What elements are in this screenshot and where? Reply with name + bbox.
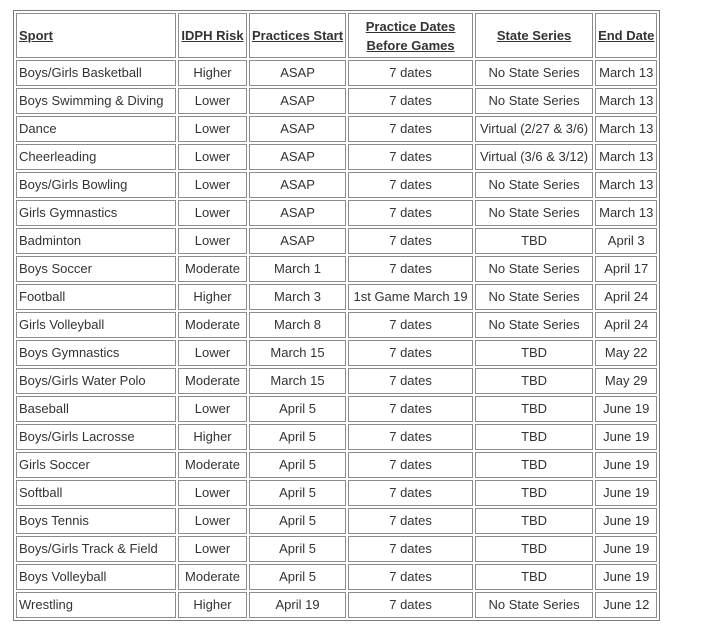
cell-sport: Boys Swimming & Diving	[16, 88, 176, 114]
cell-idph-risk: Lower	[178, 340, 247, 366]
cell-practice-dates: 7 dates	[348, 200, 473, 226]
cell-end-date: March 13	[595, 172, 657, 198]
cell-practice-dates: 7 dates	[348, 508, 473, 534]
cell-state-series: No State Series	[475, 60, 593, 86]
cell-practice-dates: 7 dates	[348, 564, 473, 590]
cell-sport: Boys/Girls Lacrosse	[16, 424, 176, 450]
cell-practice-dates: 7 dates	[348, 116, 473, 142]
cell-sport: Dance	[16, 116, 176, 142]
cell-practice-dates: 7 dates	[348, 312, 473, 338]
cell-state-series: TBD	[475, 228, 593, 254]
table-row	[16, 172, 657, 198]
cell-practice-dates: 7 dates	[348, 452, 473, 478]
cell-idph-risk: Lower	[178, 508, 247, 534]
cell-idph-risk: Lower	[178, 144, 247, 170]
cell-end-date: March 13	[595, 200, 657, 226]
cell-practices-start: March 15	[249, 368, 346, 394]
cell-practices-start: ASAP	[249, 88, 346, 114]
cell-idph-risk: Lower	[178, 228, 247, 254]
cell-end-date: April 17	[595, 256, 657, 282]
cell-practices-start: April 5	[249, 564, 346, 590]
cell-practice-dates: 7 dates	[348, 88, 473, 114]
cell-practice-dates: 7 dates	[348, 228, 473, 254]
cell-sport: Boys Volleyball	[16, 564, 176, 590]
table-row	[16, 396, 657, 422]
table-row	[16, 200, 657, 226]
cell-idph-risk: Higher	[178, 284, 247, 310]
cell-practice-dates: 7 dates	[348, 60, 473, 86]
table-row	[16, 284, 657, 310]
cell-end-date: May 29	[595, 368, 657, 394]
cell-practice-dates: 7 dates	[348, 172, 473, 198]
cell-state-series: TBD	[475, 340, 593, 366]
cell-end-date: April 24	[595, 284, 657, 310]
cell-state-series: No State Series	[475, 172, 593, 198]
cell-practices-start: March 8	[249, 312, 346, 338]
cell-sport: Boys Tennis	[16, 508, 176, 534]
cell-end-date: May 22	[595, 340, 657, 366]
cell-state-series: TBD	[475, 368, 593, 394]
table-row	[16, 60, 657, 86]
cell-idph-risk: Higher	[178, 60, 247, 86]
cell-end-date: March 13	[595, 116, 657, 142]
cell-practices-start: April 5	[249, 396, 346, 422]
table-row	[16, 228, 657, 254]
cell-sport: Boys/Girls Track & Field	[16, 536, 176, 562]
cell-state-series: TBD	[475, 564, 593, 590]
cell-sport: Boys/Girls Basketball	[16, 60, 176, 86]
cell-idph-risk: Lower	[178, 480, 247, 506]
table-row	[16, 312, 657, 338]
cell-idph-risk: Lower	[178, 200, 247, 226]
cell-idph-risk: Moderate	[178, 256, 247, 282]
cell-sport: Wrestling	[16, 592, 176, 618]
header-state-series: State Series	[475, 13, 593, 58]
cell-state-series: No State Series	[475, 312, 593, 338]
cell-state-series: No State Series	[475, 592, 593, 618]
cell-state-series: TBD	[475, 508, 593, 534]
cell-state-series: No State Series	[475, 256, 593, 282]
cell-state-series: No State Series	[475, 284, 593, 310]
table-row	[16, 256, 657, 282]
cell-idph-risk: Lower	[178, 536, 247, 562]
cell-sport: Boys Soccer	[16, 256, 176, 282]
cell-sport: Girls Gymnastics	[16, 200, 176, 226]
header-practices-start: Practices Start	[249, 13, 346, 58]
cell-idph-risk: Lower	[178, 88, 247, 114]
cell-end-date: March 13	[595, 144, 657, 170]
cell-idph-risk: Moderate	[178, 564, 247, 590]
cell-state-series: Virtual (3/6 & 3/12)	[475, 144, 593, 170]
cell-end-date: April 24	[595, 312, 657, 338]
cell-sport: Football	[16, 284, 176, 310]
sports-schedule-table	[13, 10, 660, 621]
cell-end-date: June 12	[595, 592, 657, 618]
table-body	[16, 60, 657, 618]
table-row	[16, 452, 657, 478]
cell-end-date: June 19	[595, 452, 657, 478]
cell-sport: Badminton	[16, 228, 176, 254]
header-sport: Sport	[16, 13, 176, 58]
cell-practices-start: April 19	[249, 592, 346, 618]
cell-idph-risk: Lower	[178, 396, 247, 422]
cell-sport: Softball	[16, 480, 176, 506]
cell-practice-dates: 7 dates	[348, 340, 473, 366]
table-row	[16, 88, 657, 114]
cell-state-series: TBD	[475, 536, 593, 562]
cell-state-series: No State Series	[475, 200, 593, 226]
cell-sport: Boys Gymnastics	[16, 340, 176, 366]
cell-practices-start: April 5	[249, 424, 346, 450]
cell-sport: Girls Volleyball	[16, 312, 176, 338]
cell-sport: Cheerleading	[16, 144, 176, 170]
table-row	[16, 368, 657, 394]
cell-state-series: No State Series	[475, 88, 593, 114]
cell-idph-risk: Higher	[178, 592, 247, 618]
table-row	[16, 116, 657, 142]
cell-practices-start: April 5	[249, 480, 346, 506]
cell-idph-risk: Moderate	[178, 368, 247, 394]
table-row	[16, 508, 657, 534]
cell-end-date: March 13	[595, 88, 657, 114]
cell-practice-dates: 1st Game March 19	[348, 284, 473, 310]
header-practice-dates-before-games	[348, 13, 473, 58]
cell-state-series: TBD	[475, 424, 593, 450]
cell-end-date: June 19	[595, 396, 657, 422]
cell-practices-start: ASAP	[249, 116, 346, 142]
cell-practices-start: March 15	[249, 340, 346, 366]
cell-end-date: June 19	[595, 536, 657, 562]
cell-end-date: June 19	[595, 564, 657, 590]
cell-end-date: March 13	[595, 60, 657, 86]
table-row	[16, 340, 657, 366]
header-practice-dates-line1: Practice Dates	[365, 18, 456, 34]
cell-practice-dates: 7 dates	[348, 396, 473, 422]
cell-sport: Baseball	[16, 396, 176, 422]
cell-state-series: TBD	[475, 480, 593, 506]
cell-practice-dates: 7 dates	[348, 424, 473, 450]
table-row	[16, 144, 657, 170]
cell-practice-dates: 7 dates	[348, 480, 473, 506]
cell-practices-start: March 1	[249, 256, 346, 282]
cell-idph-risk: Moderate	[178, 312, 247, 338]
header-practice-dates-line2: Before Games	[366, 37, 455, 53]
cell-practices-start: March 3	[249, 284, 346, 310]
cell-end-date: June 19	[595, 480, 657, 506]
table-row	[16, 536, 657, 562]
table-row	[16, 424, 657, 450]
table-row	[16, 564, 657, 590]
cell-end-date: April 3	[595, 228, 657, 254]
cell-practice-dates: 7 dates	[348, 368, 473, 394]
cell-practices-start: ASAP	[249, 172, 346, 198]
cell-end-date: June 19	[595, 508, 657, 534]
table-row	[16, 480, 657, 506]
cell-end-date: June 19	[595, 424, 657, 450]
cell-sport: Girls Soccer	[16, 452, 176, 478]
cell-state-series: Virtual (2/27 & 3/6)	[475, 116, 593, 142]
table-header-row	[16, 13, 657, 58]
cell-practice-dates: 7 dates	[348, 536, 473, 562]
cell-sport: Boys/Girls Water Polo	[16, 368, 176, 394]
cell-practices-start: April 5	[249, 536, 346, 562]
cell-sport: Boys/Girls Bowling	[16, 172, 176, 198]
cell-practices-start: ASAP	[249, 60, 346, 86]
cell-practice-dates: 7 dates	[348, 256, 473, 282]
table-row	[16, 592, 657, 618]
cell-state-series: TBD	[475, 452, 593, 478]
header-end-date: End Date	[595, 13, 657, 58]
cell-idph-risk: Lower	[178, 116, 247, 142]
cell-idph-risk: Higher	[178, 424, 247, 450]
cell-practice-dates: 7 dates	[348, 144, 473, 170]
cell-idph-risk: Moderate	[178, 452, 247, 478]
cell-practices-start: ASAP	[249, 200, 346, 226]
cell-practices-start: ASAP	[249, 228, 346, 254]
cell-practice-dates: 7 dates	[348, 592, 473, 618]
cropped-text-above	[6, 0, 696, 2]
cell-idph-risk: Lower	[178, 172, 247, 198]
cell-practices-start: April 5	[249, 452, 346, 478]
header-idph-risk: IDPH Risk	[178, 13, 247, 58]
cell-practices-start: April 5	[249, 508, 346, 534]
cell-state-series: TBD	[475, 396, 593, 422]
cell-practices-start: ASAP	[249, 144, 346, 170]
